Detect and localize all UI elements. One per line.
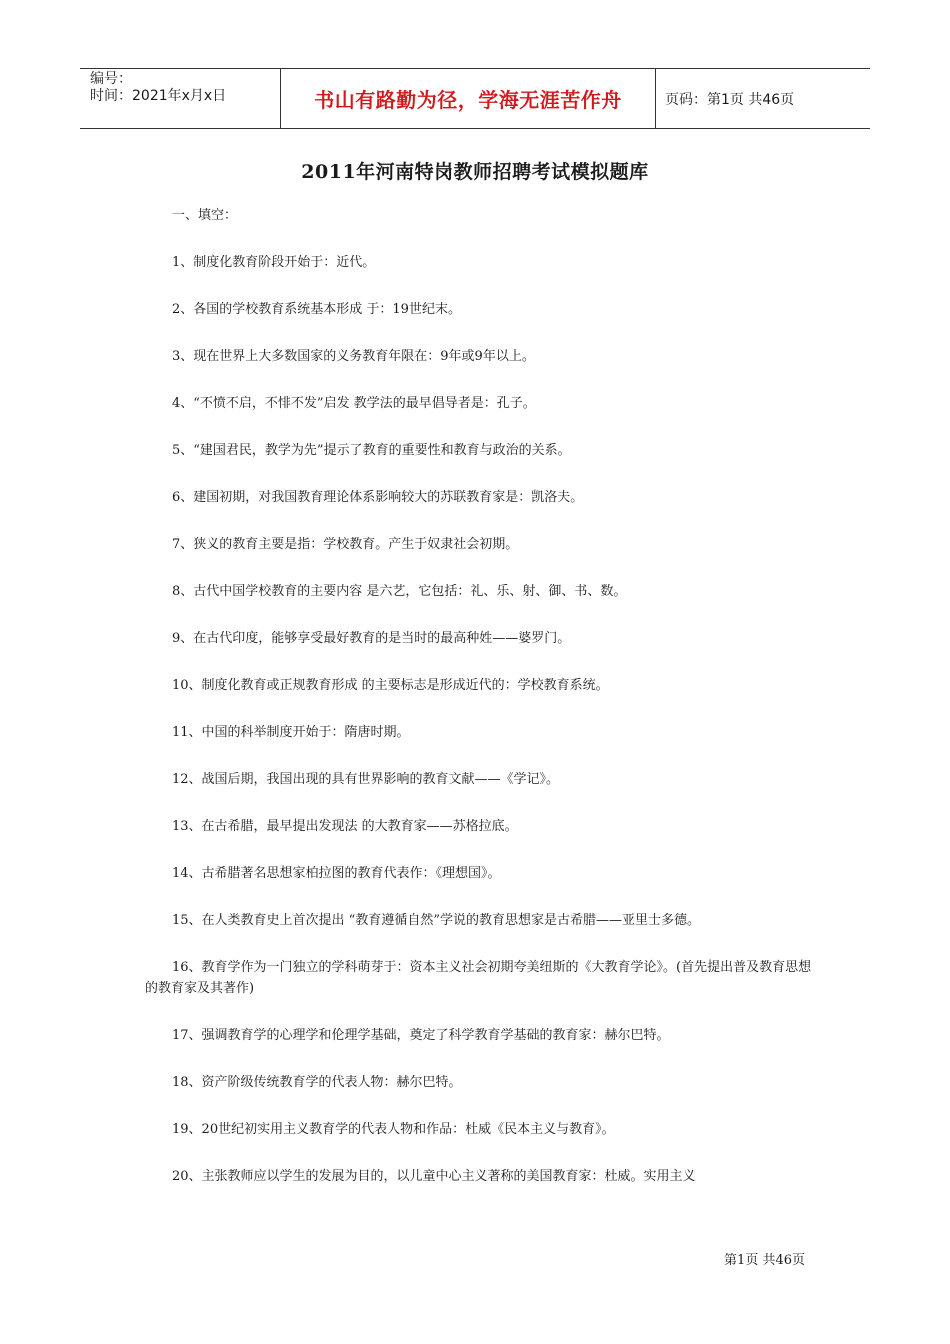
question-item: 4、“不愤不启，不悱不发”启发 教学法的最早倡导者是：孔子。 [172, 396, 536, 411]
question-item: 18、资产阶级传统教育学的代表人物：赫尔巴特。 [172, 1075, 462, 1090]
question-item: 8、古代中国学校教育的主要内容 是六艺，它包括：礼、乐、射、御、书、数。 [172, 584, 627, 599]
question-item: 1、制度化教育阶段开始于：近代。 [172, 255, 376, 270]
question-item: 11、中国的科举制度开始于：隋唐时期。 [172, 725, 410, 740]
question-item: 15、在人类教育史上首次提出 “教育遵循自然”学说的教育思想家是古希腊——亚里士多德。 [172, 913, 700, 928]
question-item: 3、现在世界上大多数国家的义务教育年限在：9年或9年以上。 [172, 349, 535, 364]
document-title: 2011年河南特岗教师招聘考试模拟题库 [301, 161, 649, 183]
question-item: 20、主张教师应以学生的发展为目的，以儿童中心主义著称的美国教育家：杜威。实用主义 [172, 1169, 696, 1184]
header-motto: 书山有路勤为径，学海无涯苦作舟 [281, 69, 656, 128]
header-page-info: 页码：第1页 共46页 [665, 91, 795, 108]
question-item: 10、制度化教育或正规教育形成 的主要标志是形成近代的：学校教育系统。 [172, 678, 609, 693]
time-label: 时间：2021年x月x日 [90, 88, 227, 104]
question-item: 9、在古代印度，能够享受最好教育的是当时的最高种姓——婆罗门。 [172, 631, 571, 646]
question-item: 5、“建国君民，教学为先”提示了教育的重要性和教育与政治的关系。 [172, 443, 571, 458]
document-body [145, 205, 815, 1187]
question-item: 17、强调教育学的心理学和伦理学基础，奠定了科学教育学基础的教育家：赫尔巴特。 [172, 1028, 670, 1043]
question-item: 6、建国初期，对我国教育理论体系影响较大的苏联教育家是：凯洛夫。 [172, 490, 584, 505]
question-item: 16、教育学作为一门独立的学科萌芽于：资本主义社会初期夸美纽斯的《大教育学论》。(首先提出普及教育思想的教育家及其著作) [145, 960, 812, 996]
page-footer: 第1页 共46页 [724, 1253, 805, 1268]
page-header [80, 68, 870, 129]
question-item: 13、在古希腊，最早提出发现法 的大教育家——苏格拉底。 [172, 819, 518, 834]
question-item: 12、战国后期，我国出现的具有世界影响的教育文献——《学记》。 [172, 772, 560, 787]
question-item: 2、各国的学校教育系统基本形成 于：19世纪末。 [172, 302, 461, 317]
header-meta-cell [80, 69, 281, 128]
question-item: 19、20世纪初实用主义教育学的代表人物和作品：杜威《民本主义与教育》。 [172, 1122, 615, 1137]
question-item: 14、古希腊著名思想家柏拉图的教育代表作：《理想国》。 [172, 866, 501, 881]
number-label: 编号： [90, 71, 132, 87]
section-heading: 一、填空： [172, 208, 238, 223]
question-item: 7、狭义的教育主要是指：学校教育。产生于奴隶社会初期。 [172, 537, 519, 552]
